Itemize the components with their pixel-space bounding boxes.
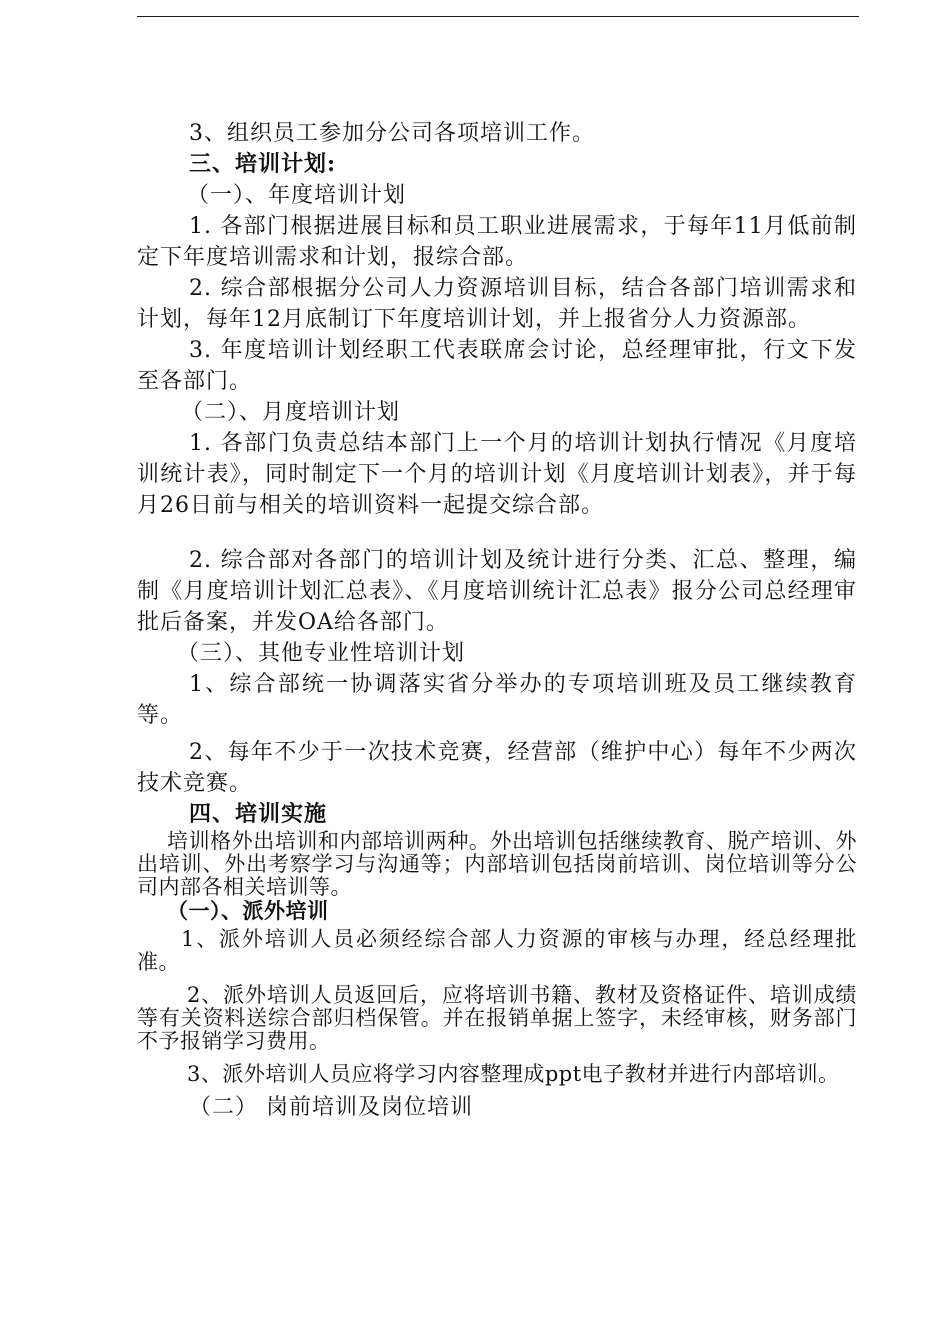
paragraph: 2. 综合部根据分公司人力资源培训目标，结合各部门培训需求和计划，每年12月底制订下年度培训计划，并上报省分人力资源部。 [137,276,857,332]
document-body [137,118,857,1123]
paragraph: 3、派外培训人员应将学习内容整理成ppt电子教材并进行内部培训。 [187,1062,840,1086]
header-rule [137,16,859,17]
subsection-heading: （二） 岗前培训及岗位培训 [189,1095,473,1120]
section-heading: 四、培训实施 [189,801,328,827]
paragraph: 2、每年不少于一次技术竞赛，经营部（维护中心）每年不少两次技术竞赛。 [137,740,857,796]
subsection-heading: （一）、年度培训计划 [187,183,407,208]
paragraph: 培训格外出培训和内部培训两种。外出培训包括继续教育、脱产培训、外出培训、外出考察学习与沟通等；内部培训包括岗前培训、岗位培训等分公司内部各相关培训等。 [137,829,857,899]
paragraph: 1. 各部门根据进展目标和员工职业进展需求，于每年11月低前制定下年度培训需求和计划，报综合部。 [137,214,857,270]
subsection-heading: （三）、其他专业性培训计划 [177,641,466,666]
paragraph: 1、派外培训人员必须经综合部人力资源的审核与办理，经总经理批准。 [137,927,857,974]
list-item: 3、组织员工参加分公司各项培训工作。 [189,121,595,146]
subsection-heading: （一）、派外培训 [167,898,329,923]
paragraph: 1、综合部统一协调落实省分举办的专项培训班及员工继续教育等。 [137,672,857,728]
paragraph: 2、派外培训人员返回后，应将培训书籍、教材及资格证件、培训成绩等有关资料送综合部归档保管。并在报销单据上签字，未经审核，财务部门不予报销学习费用。 [137,983,857,1053]
section-heading: 三、培训计划: [189,151,337,177]
paragraph: 1. 各部门负责总结本部门上一个月的培训计划执行情况《月度培训统计表》，同时制定下一个月的培训计划《月度培训计划表》，并于每月26日前与相关的培训资料一起提交综合部。 [137,431,857,518]
paragraph: 2. 综合部对各部门的培训计划及统计进行分类、汇总、整理，编制《月度培训计划汇总表》、《月度培训统计汇总表》报分公司总经理审批后备案，并发OA给各部门。 [137,548,857,635]
paragraph: 3. 年度培训计划经职工代表联席会讨论，总经理审批，行文下发至各部门。 [137,338,857,394]
subsection-heading: （二）、月度培训计划 [181,400,401,425]
